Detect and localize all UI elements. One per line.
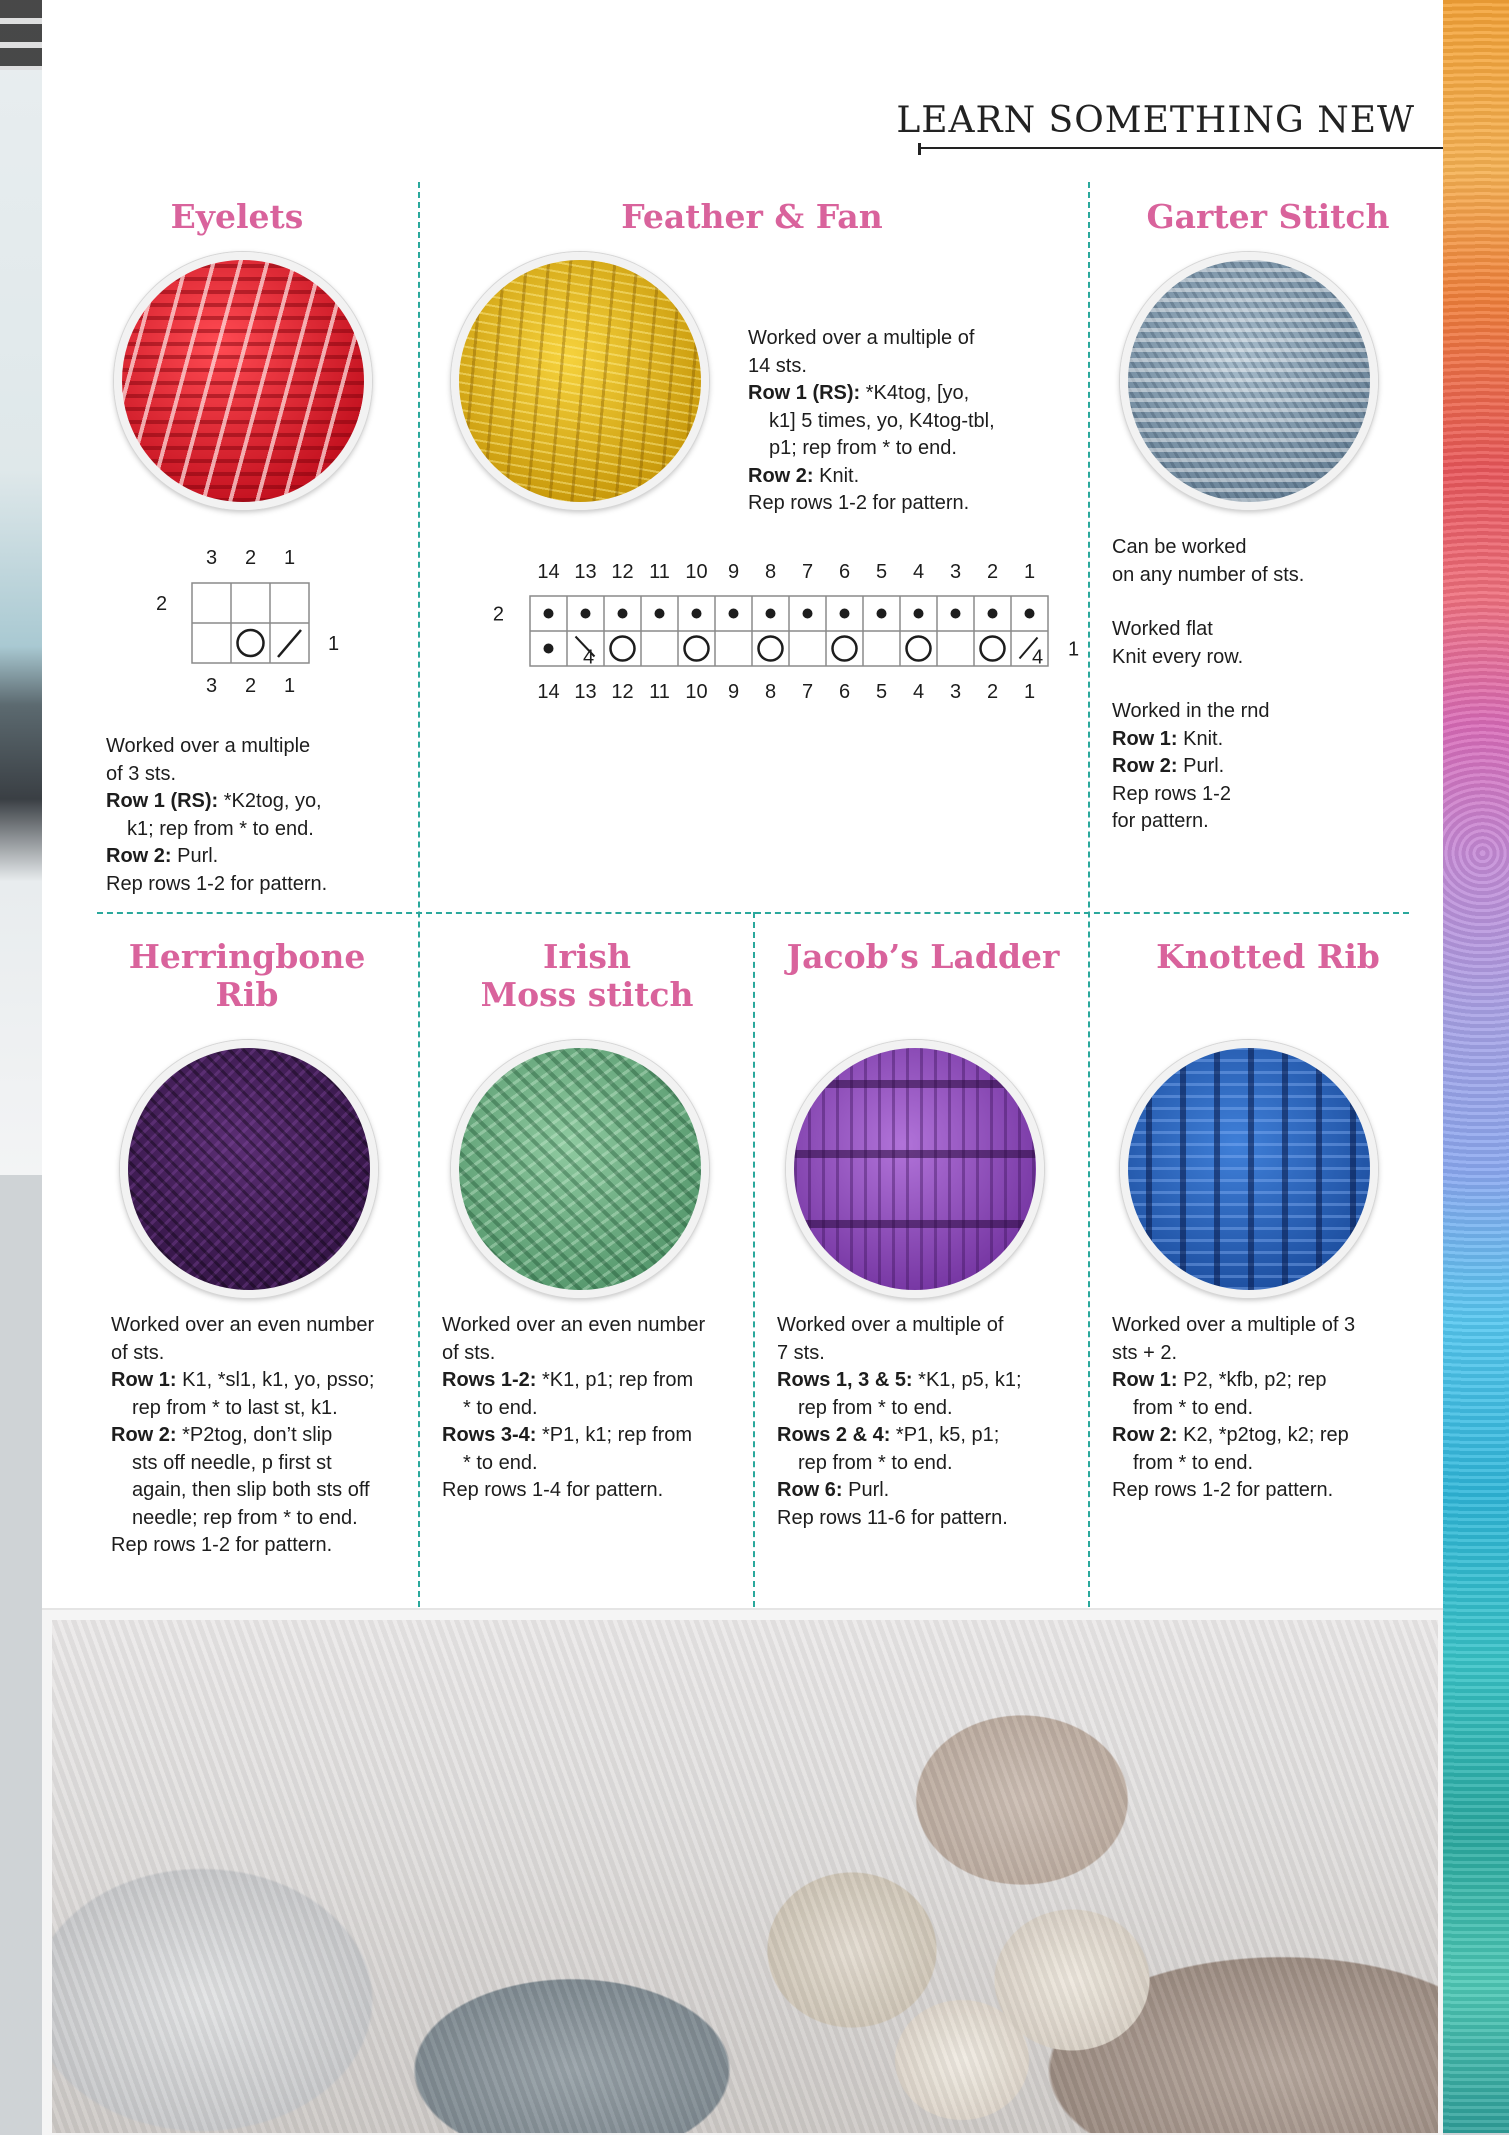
instruction-line <box>1112 644 1412 672</box>
chart-column-label: 2 <box>986 681 999 703</box>
instruction-text: Worked over an even number <box>442 1314 706 1336</box>
chart-column-label: 12 <box>611 681 634 703</box>
instruction-line <box>111 1340 416 1368</box>
instruction-text: *P2tog, don’t slip <box>176 1424 333 1446</box>
divider-vertical-2 <box>1088 182 1090 1607</box>
purl-symbol <box>729 609 739 619</box>
purl-symbol <box>544 609 554 619</box>
purl-symbol <box>544 644 554 654</box>
swatch-herringbone-rib <box>120 1040 378 1298</box>
instruction-text: on any number of sts. <box>1112 563 1305 586</box>
divider-horizontal <box>97 912 1409 914</box>
chart-column-label: 14 <box>537 681 560 703</box>
swatch-knotted-rib <box>1120 1040 1378 1298</box>
chart-column-label: 10 <box>685 561 708 583</box>
paragraph-gap <box>1112 671 1412 698</box>
stitch-instructions-eyelets <box>106 733 406 898</box>
instruction-text: Rep rows 1-2 for pattern. <box>748 492 970 514</box>
instruction-line <box>1112 808 1412 836</box>
instruction-line <box>442 1340 747 1368</box>
instruction-text: K2, *p2tog, k2; rep <box>1177 1424 1349 1446</box>
purl-symbol <box>581 609 591 619</box>
yo-symbol <box>759 637 783 661</box>
background-keyboard <box>0 0 42 1175</box>
swatch-garter <box>1120 252 1378 510</box>
stitch-title-herringbone-rib: Herringbone Rib <box>128 937 366 1014</box>
instruction-line <box>106 733 406 761</box>
purl-symbol <box>951 609 961 619</box>
yo-symbol <box>981 637 1005 661</box>
instruction-line: p1; rep from * to end. <box>769 437 957 459</box>
chart-column-label: 13 <box>574 561 597 583</box>
instruction-text: of sts. <box>111 1341 165 1364</box>
chart-column-label: 3 <box>949 561 962 583</box>
instruction-line <box>442 1312 747 1340</box>
swatch-irish-moss <box>451 1040 709 1298</box>
chart-column-label: 6 <box>838 681 851 703</box>
instruction-text: P2, *kfb, p2; rep <box>1177 1369 1327 1391</box>
chart-column-label: 11 <box>649 681 670 703</box>
row-label: Row 1: <box>1112 1369 1178 1391</box>
chart-feather-fan <box>442 556 1082 716</box>
background-yarn-strip <box>1443 0 1509 2133</box>
instruction-text: *P1, k5, p1; <box>890 1424 1000 1446</box>
chart-column-label: 2 <box>244 675 257 697</box>
instruction-text: Rep rows 1-2 for pattern. <box>106 872 328 895</box>
chart-column-label: 14 <box>537 561 560 583</box>
chart-column-label: 1 <box>1023 561 1036 583</box>
row-label: Row 2: <box>1112 1424 1178 1446</box>
chart-column-label: 3 <box>205 675 218 697</box>
purl-symbol <box>618 609 628 619</box>
row-label: Row 2: <box>106 845 172 867</box>
instruction-line: from * to end. <box>1133 1451 1254 1474</box>
instruction-text: *K4tog, [yo, <box>860 382 970 404</box>
stitch-instructions-feather-fan <box>748 325 1068 518</box>
instruction-text: Purl. <box>842 1479 890 1501</box>
instruction-line <box>442 1477 747 1505</box>
chart-column-label: 1 <box>1023 681 1036 703</box>
instruction-line <box>1112 1340 1412 1368</box>
yarn-photo <box>52 1620 1438 2133</box>
row-label: Row 1 (RS): <box>748 382 861 404</box>
instruction-text: Knit every row. <box>1112 645 1244 668</box>
chart-column-label: 1 <box>283 675 296 697</box>
instruction-line: again, then slip both sts off <box>132 1479 370 1501</box>
row-label: Row 1 (RS): <box>106 790 219 812</box>
chart-column-label: 10 <box>685 681 708 703</box>
yo-symbol <box>833 637 857 661</box>
instruction-text: Rep rows 1-4 for pattern. <box>442 1479 664 1501</box>
chart-column-label: 8 <box>764 561 777 583</box>
instruction-line <box>777 1422 1082 1450</box>
instruction-line <box>442 1422 747 1450</box>
instruction-line <box>748 325 1068 353</box>
stitch-instructions-herringbone-rib <box>111 1312 416 1560</box>
instruction-line <box>777 1505 1082 1533</box>
instruction-line <box>1112 1422 1412 1450</box>
instruction-text: of 3 sts. <box>106 762 177 785</box>
row-label: Row 1: <box>1112 727 1178 750</box>
instruction-line: sts off needle, p first st <box>132 1451 332 1474</box>
k2tog-symbol <box>278 630 301 657</box>
chart-eyelets <box>142 540 342 700</box>
stitch-title-eyelets: Eyelets <box>170 197 304 236</box>
purl-symbol <box>655 609 665 619</box>
instruction-line <box>1112 534 1412 562</box>
instruction-text: Knit. <box>1177 727 1224 750</box>
stitch-instructions-garter <box>1112 534 1412 836</box>
instruction-line <box>1112 1477 1412 1505</box>
instruction-line <box>1112 753 1412 781</box>
instruction-text: Worked over a multiple <box>106 735 311 757</box>
stitch-title-garter: Garter Stitch <box>1146 197 1390 236</box>
chart-column-label: 9 <box>727 561 740 583</box>
chart-column-label: 5 <box>875 681 888 703</box>
chart-column-label: 2 <box>244 547 257 569</box>
instruction-line <box>777 1367 1082 1395</box>
purl-symbol <box>1025 609 1035 619</box>
instruction-text: Worked over a multiple of <box>748 327 975 349</box>
purl-symbol <box>988 609 998 619</box>
instruction-line: rep from * to end. <box>798 1451 953 1474</box>
chart-column-label: 6 <box>838 561 851 583</box>
instruction-text: Purl. <box>1177 755 1225 777</box>
instruction-text: Worked over an even number <box>111 1314 375 1336</box>
purl-symbol <box>914 609 924 619</box>
instruction-line: rep from * to last st, k1. <box>132 1396 338 1419</box>
stitch-instructions-irish-moss <box>442 1312 747 1505</box>
instruction-line <box>111 1422 416 1450</box>
purl-symbol <box>803 609 813 619</box>
row-label: Rows 3-4: <box>442 1424 537 1446</box>
instruction-line: needle; rep from * to end. <box>132 1506 358 1529</box>
row-label: Rows 2 & 4: <box>777 1424 891 1446</box>
section-rule-tick <box>918 143 921 155</box>
yo-symbol <box>685 637 709 661</box>
instruction-line: k1; rep from * to end. <box>127 817 314 840</box>
stitch-title-feather-fan: Feather & Fan <box>621 197 883 236</box>
divider-vertical-1 <box>418 182 420 1607</box>
chart-row-label: 1 <box>328 633 340 655</box>
instruction-text: for pattern. <box>1112 810 1209 832</box>
instruction-text: 14 sts. <box>748 354 807 377</box>
instruction-line: * to end. <box>463 1451 538 1474</box>
purl-symbol <box>692 609 702 619</box>
divider-vertical-3 <box>753 912 755 1607</box>
purl-symbol <box>766 609 776 619</box>
chart-column-label: 8 <box>764 681 777 703</box>
decrease-count-label: 4 <box>582 646 595 669</box>
instruction-line <box>777 1312 1082 1340</box>
instruction-text: sts + 2. <box>1112 1341 1178 1364</box>
stitch-title-irish-moss: Irish Moss stitch <box>480 937 694 1014</box>
chart-column-label: 1 <box>283 547 296 569</box>
instruction-text: Worked over a multiple of <box>777 1314 1004 1336</box>
row-label: Row 6: <box>777 1479 843 1501</box>
row-label: Row 2: <box>111 1424 177 1446</box>
instruction-text: Rep rows 1-2 for pattern. <box>111 1534 333 1556</box>
chart-column-label: 2 <box>986 561 999 583</box>
row-label: Rows 1-2: <box>442 1369 537 1391</box>
row-label: Row 2: <box>748 464 814 487</box>
instruction-text: Can be worked <box>1112 536 1247 558</box>
swatch-eyelets <box>114 252 372 510</box>
chart-column-label: 7 <box>801 561 814 583</box>
yo-symbol <box>238 630 264 656</box>
yo-symbol <box>611 637 635 661</box>
instruction-line <box>106 788 406 816</box>
instruction-text: K1, *sl1, k1, yo, psso; <box>176 1369 375 1391</box>
instruction-line <box>1112 616 1412 644</box>
background-keyboard-keys <box>0 0 42 70</box>
chart-column-label: 5 <box>875 561 888 583</box>
instruction-text: *K1, p1; rep from <box>536 1369 694 1391</box>
instruction-text: Rep rows 1-2 <box>1112 782 1231 805</box>
stitch-instructions-knotted-rib <box>1112 1312 1412 1505</box>
instruction-text: Rep rows 1-2 for pattern. <box>1112 1479 1334 1501</box>
instruction-line <box>1112 562 1412 590</box>
instruction-line <box>111 1532 416 1560</box>
swatch-feather-fan <box>451 252 709 510</box>
chart-column-label: 11 <box>649 561 670 583</box>
stitch-title-knotted-rib: Knotted Rib <box>1156 937 1380 976</box>
instruction-line <box>777 1340 1082 1368</box>
section-title: LEARN SOMETHING NEW <box>896 100 1415 141</box>
row-label: Rows 1, 3 & 5: <box>777 1369 913 1391</box>
stitch-instructions-jacobs-ladder <box>777 1312 1082 1532</box>
instruction-line: k1] 5 times, yo, K4tog-tbl, <box>769 409 995 432</box>
chart-column-label: 13 <box>574 681 597 703</box>
instruction-text: Worked flat <box>1112 618 1213 640</box>
instruction-text: *P1, k1; rep from <box>536 1424 693 1446</box>
instruction-line <box>748 380 1068 408</box>
chart-row-label: 1 <box>1068 638 1080 661</box>
instruction-line: from * to end. <box>1133 1396 1254 1419</box>
instruction-text: *K2tog, yo, <box>218 790 322 812</box>
instruction-text: 7 sts. <box>777 1341 825 1364</box>
instruction-text: Knit. <box>813 464 860 487</box>
instruction-line <box>1112 1367 1412 1395</box>
instruction-line <box>111 1367 416 1395</box>
instruction-text: Worked over a multiple of 3 <box>1112 1314 1356 1336</box>
instruction-text: Worked in the rnd <box>1112 700 1270 722</box>
instruction-line <box>111 1312 416 1340</box>
purl-symbol <box>840 609 850 619</box>
instruction-line <box>1112 1312 1412 1340</box>
paragraph-gap <box>1112 589 1412 616</box>
chart-column-label: 3 <box>949 681 962 703</box>
instruction-text: Purl. <box>171 845 219 867</box>
instruction-line <box>777 1477 1082 1505</box>
swatch-jacobs-ladder <box>786 1040 1044 1298</box>
instruction-line <box>748 490 1068 518</box>
instruction-line <box>106 843 406 871</box>
chart-column-label: 4 <box>912 561 925 583</box>
row-label: Row 1: <box>111 1369 177 1391</box>
chart-row-label: 2 <box>492 603 504 626</box>
chart-column-label: 7 <box>801 681 814 703</box>
instruction-line <box>1112 698 1412 726</box>
instruction-line <box>442 1367 747 1395</box>
section-rule <box>918 147 1443 149</box>
chart-column-label: 3 <box>205 547 218 569</box>
instruction-text: *K1, p5, k1; <box>912 1369 1022 1391</box>
purl-symbol <box>877 609 887 619</box>
instruction-text: Rep rows 11-6 for pattern. <box>777 1506 1008 1529</box>
yo-symbol <box>907 637 931 661</box>
instruction-text: of sts. <box>442 1341 496 1364</box>
row-label: Row 2: <box>1112 755 1178 777</box>
stitch-title-jacobs-ladder: Jacob’s Ladder <box>786 937 1060 976</box>
instruction-line <box>1112 781 1412 809</box>
instruction-line <box>106 761 406 789</box>
instruction-line <box>748 463 1068 491</box>
instruction-line <box>748 353 1068 381</box>
chart-row-label: 2 <box>156 593 168 615</box>
chart-column-label: 12 <box>611 561 634 583</box>
decrease-count-label: 4 <box>1031 646 1044 669</box>
instruction-line: * to end. <box>463 1396 538 1419</box>
instruction-line: rep from * to end. <box>798 1396 953 1419</box>
chart-column-label: 9 <box>727 681 740 703</box>
chart-column-label: 4 <box>912 681 925 703</box>
instruction-line <box>1112 726 1412 754</box>
instruction-line <box>106 871 406 899</box>
